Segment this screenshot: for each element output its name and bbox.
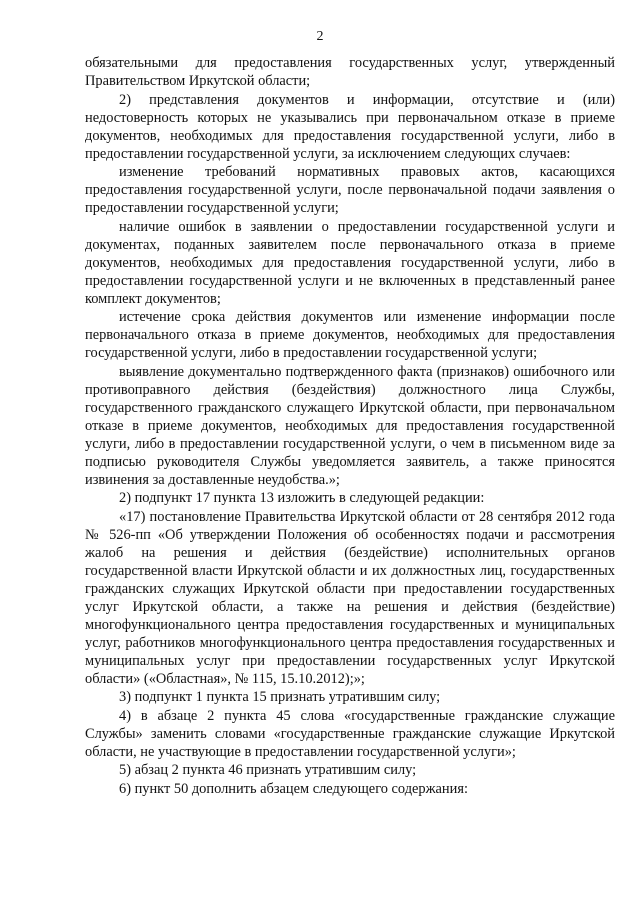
page-number: 2: [316, 29, 324, 44]
paragraph-amendment-6: 6) пункт 50 дополнить абзацем следующего содержания:: [119, 780, 468, 797]
paragraph-subitem-17: «17) постановление Правительства Иркутской области от 28 сентября 2012 года № 526-пп «Об утверждении Положения об особенностях подачи и рассмотрения жалоб на решения и действия (бездействие) исполнительных органов государственной власти Иркутской области и их должностных лиц, государственных гражданских служащих Иркутской области при предоставлении государственных услуг Иркутской области, а также на решения и действия (бездействие) многофункционального центра предоставления государственных и муниципальных услуг, работников многофункционального центра предоставления государственных и муниципальных услуг при предоставлении государственных услуг Иркутской области» («Областная», № 115, 15.10.2012);»;: [85, 508, 615, 687]
paragraph-amendment-2: 2) подпункт 17 пункта 13 изложить в следующей редакции:: [119, 490, 485, 506]
document-body: [85, 54, 615, 798]
paragraph-amendment-5: 5) абзац 2 пункта 46 признать утратившим силу;: [119, 762, 417, 778]
paragraph-amendment-3: 3) подпункт 1 пункта 15 признать утратившим силу;: [119, 689, 441, 705]
paragraph-continuation: обязательными для предоставления государственных услуг, утвержденный Правительством Иркутской области;: [85, 55, 615, 89]
paragraph-case-misconduct: выявление документально подтвержденного факта (признаков) ошибочного или противоправного действия (бездействия) должностного лица Службы, государственного гражданского служащего Иркутской области, при первоначальном отказе в приеме документов, необходимых для предоставления государственной услуги, либо в предоставлении государственной услуги, о чем в письменном виде за подписью руководителя Службы уведомляется заявитель, а также приносятся извинения за доставленные неудобства.»;: [85, 363, 615, 488]
paragraph-case-legal-changes: изменение требований нормативных правовых актов, касающихся предоставления государственной услуги, после первоначальной подачи заявления о предоставлении государственной услуги;: [85, 164, 615, 216]
paragraph-case-errors: наличие ошибок в заявлении о предоставлении государственной услуги и документах, поданных заявителем после первоначального отказа в приеме документов, необходимых для предоставления государственной услуги, либо в предоставлении государственной услуги и не включенных в представленный ранее комплект документов;: [85, 218, 615, 307]
paragraph-item-2: 2) представления документов и информации, отсутствие и (или) недостоверность которых не указывались при первоначальном отказе в приеме документов, необходимых для предоставления государственной услуги, либо в предоставлении государственной услуги, за исключением следующих случаев:: [85, 91, 615, 162]
paragraph-case-expiry: истечение срока действия документов или изменение информации после первоначального отказа в приеме документов, необходимых для предоставления государственной услуги, либо в предоставлении государственной услуги;: [85, 309, 615, 361]
paragraph-amendment-4: 4) в абзаце 2 пункта 45 слова «государственные гражданские служащие Службы» заменить словами «государственные гражданские служащие Иркутской области, не участвующие в предоставлении государственной услуги»;: [85, 707, 615, 760]
